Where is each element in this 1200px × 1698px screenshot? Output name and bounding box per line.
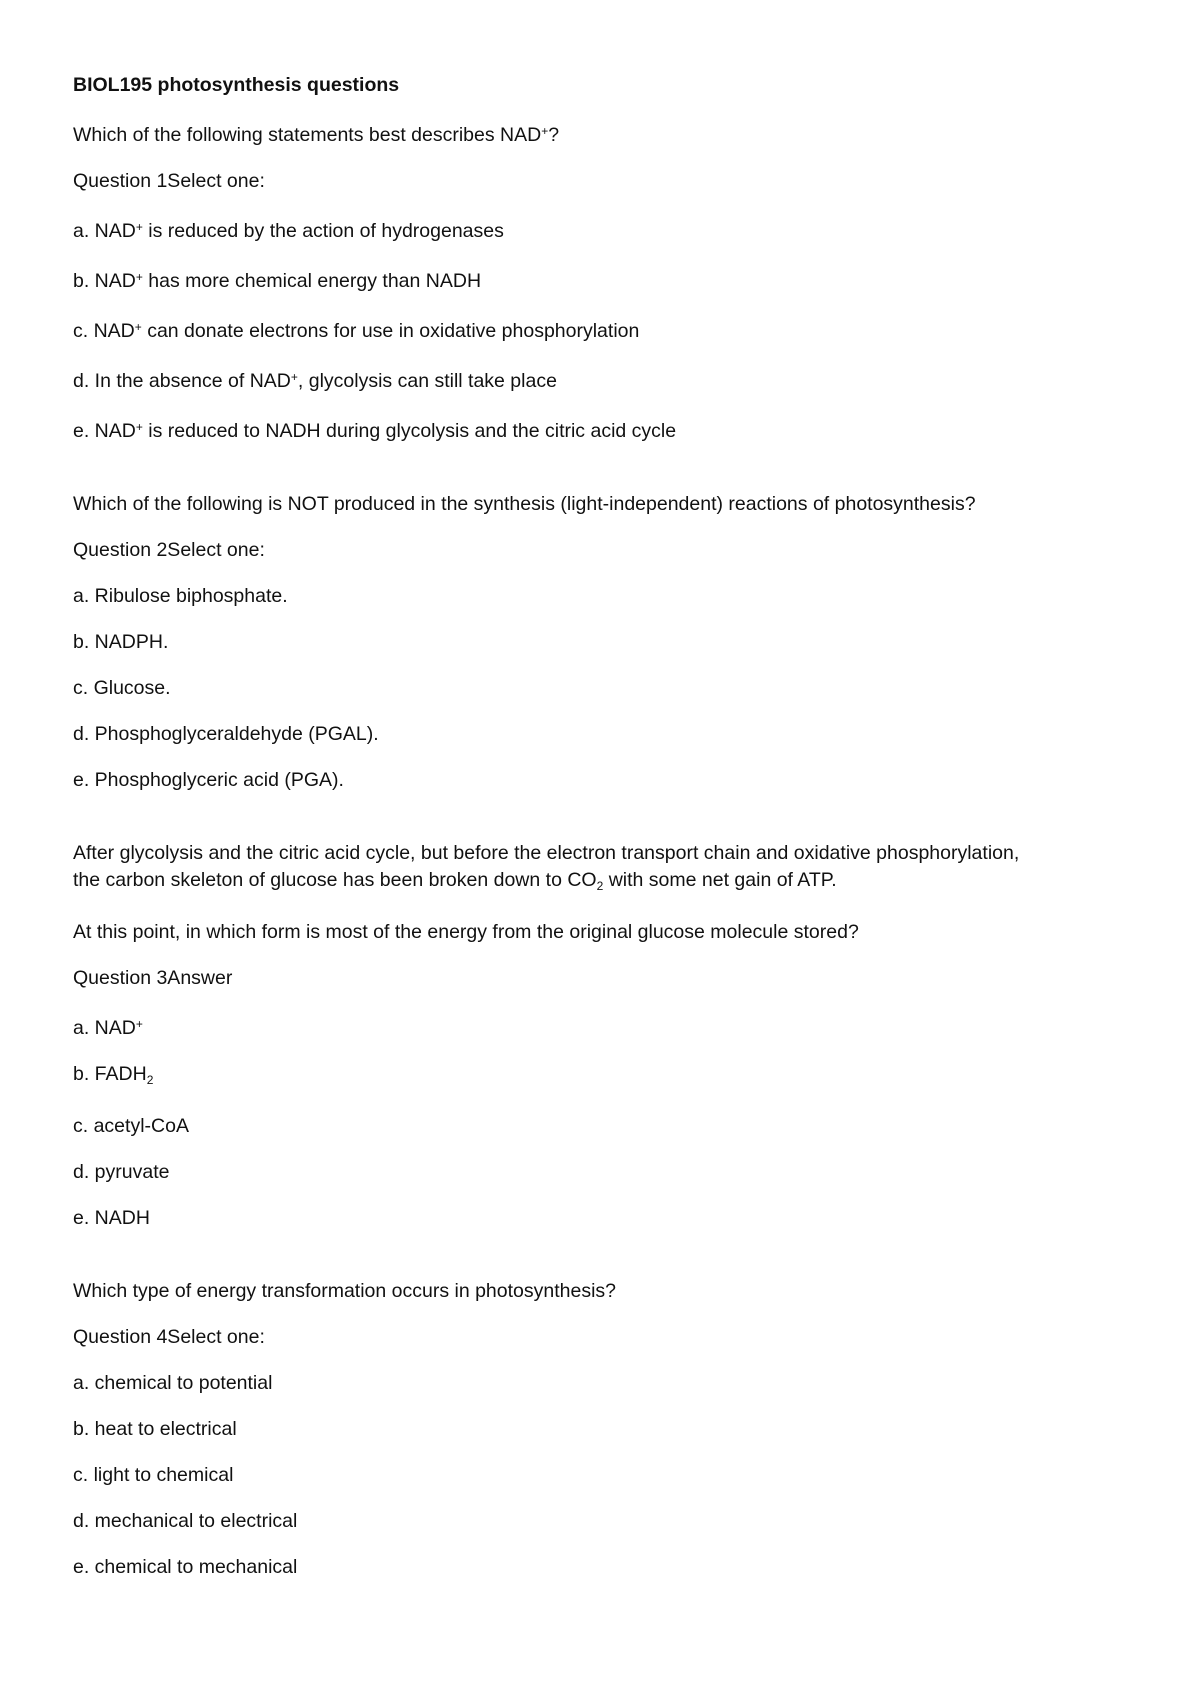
question-2-option-e: e. Phosphoglyceric acid (PGA). <box>73 769 344 791</box>
document-title: BIOL195 photosynthesis questions <box>73 74 400 96</box>
question-1-option-e: e. NAD+ is reduced to NADH during glycolysis and the citric acid cycle <box>73 420 677 442</box>
question-3 <box>73 840 1133 1232</box>
question-2 <box>73 491 1133 794</box>
question-2-stem: Which of the following is NOT produced in the synthesis (light-independent) reactions of photosynthesis? <box>73 493 976 515</box>
question-1-option-c: c. NAD+ can donate electrons for use in oxidative phosphorylation <box>73 320 640 342</box>
question-3-option-a: a. NAD+ <box>73 1017 143 1039</box>
question-1-option-a: a. NAD+ is reduced by the action of hydrogenases <box>73 220 504 242</box>
question-3-option-c: c. acetyl-CoA <box>73 1115 189 1137</box>
question-3-option-b: b. $FADH_2$ <box>73 1063 154 1087</box>
question-1-option-b: b. NAD+ has more chemical energy than NADH <box>73 270 482 292</box>
question-2-label: Question 2Select one: <box>73 539 265 561</box>
question-3-stem-line-2: the carbon skeleton of glucose has been broken down to $CO_2$ with some net gain of ATP. <box>73 869 837 893</box>
question-4-option-a: a. chemical to potential <box>73 1372 273 1394</box>
question-1-label: Question 1Select one: <box>73 170 265 192</box>
question-2-option-c: c. Glucose. <box>73 677 171 699</box>
question-1 <box>73 118 1133 445</box>
question-4-label: Question 4Select one: <box>73 1326 265 1348</box>
question-1-option-d: d. In the absence of NAD+, glycolysis can still take place <box>73 370 557 392</box>
question-3-stem-line-1: After glycolysis and the citric acid cycle, but before the electron transport chain and oxidative phosphorylation, <box>73 842 1020 864</box>
question-4-option-b: b. heat to electrical <box>73 1418 237 1440</box>
question-2-option-a: a. Ribulose biphosphate. <box>73 585 288 607</box>
question-4-stem: Which type of energy transformation occurs in photosynthesis? <box>73 1280 617 1302</box>
question-3-label: Question 3Answer <box>73 967 233 989</box>
question-3-option-e: e. NADH <box>73 1207 150 1229</box>
question-2-option-d: d. Phosphoglyceraldehyde (PGAL). <box>73 723 379 745</box>
question-1-stem: Which of the following statements best describes NAD+? <box>73 124 560 146</box>
question-3-stem-line-3: At this point, in which form is most of the energy from the original glucose molecule stored? <box>73 921 859 943</box>
question-4-option-c: c. light to chemical <box>73 1464 234 1486</box>
question-4-option-d: d. mechanical to electrical <box>73 1510 298 1532</box>
question-3-option-d: d. pyruvate <box>73 1161 170 1183</box>
document-page <box>73 72 1133 1627</box>
question-4-option-e: e. chemical to mechanical <box>73 1556 298 1578</box>
question-4 <box>73 1278 1133 1581</box>
question-2-option-b: b. NADPH. <box>73 631 169 653</box>
